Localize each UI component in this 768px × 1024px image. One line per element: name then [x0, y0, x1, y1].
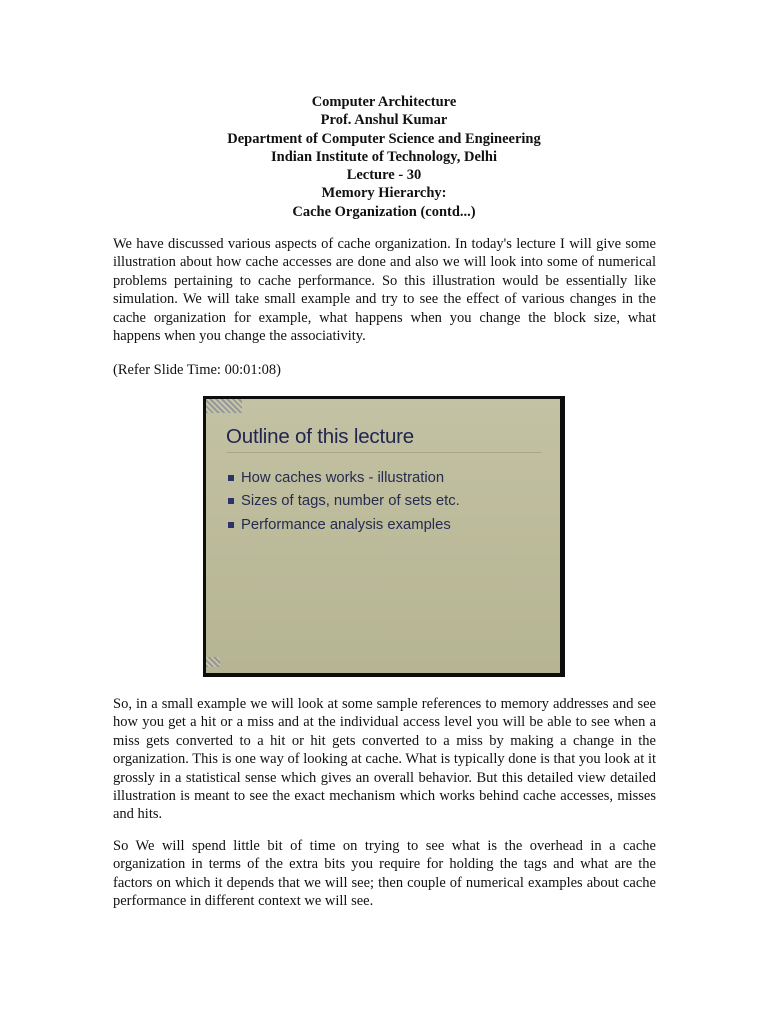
slide-corner-decoration-bottom [206, 657, 220, 667]
lecture-number: Lecture - 30 [346, 167, 422, 184]
slide-title: Outline of this lecture [226, 425, 414, 448]
professor-name: Prof. Anshul Kumar [320, 112, 448, 129]
square-bullet-icon [228, 498, 234, 504]
slide-bullet-text: Performance analysis examples [241, 516, 451, 533]
overhead-paragraph: So We will spend little bit of time on trying to see what is the overhead in a cache organization in terms of the extra bits you require for holding the tags and what are the factors on which it depends that we will see; then couple of numerical examples about cache performance in different context we will see. [113, 838, 656, 910]
lecture-slide-image [203, 396, 565, 677]
square-bullet-icon [228, 475, 234, 481]
slide-corner-decoration [206, 399, 242, 413]
institute-name: Indian Institute of Technology, Delhi [270, 148, 498, 165]
topic-title: Memory Hierarchy: [321, 185, 447, 202]
slide-divider [226, 452, 542, 453]
slide-bullet-list [228, 466, 460, 537]
topic-subtitle: Cache Organization (contd...) [292, 203, 476, 220]
course-title: Computer Architecture [311, 94, 457, 110]
intro-paragraph: We have discussed various aspects of cache organization. In today's lecture I will give some illustration about how cache accesses are done and also we will look into some of numerical problems pertaining to cache performance. So this illustration would be essentially like simulation. We will take small example and try to see the effect of various changes in the cache organization for example, what happens when you change the block size, what happens when you change the associativity. [113, 236, 656, 345]
slide-bullet [228, 513, 460, 537]
slide-background [206, 399, 560, 673]
department-name: Department of Computer Science and Engineering [227, 130, 541, 147]
slide-bullet-text: Sizes of tags, number of sets etc. [241, 493, 460, 510]
slide-bullet [228, 466, 460, 490]
slide-bullet [228, 490, 460, 514]
square-bullet-icon [228, 522, 234, 528]
slide-time-reference: (Refer Slide Time: 00:01:08) [113, 362, 281, 378]
slide-bullet-text: How caches works - illustration [241, 469, 445, 486]
document-header [100, 93, 668, 221]
example-paragraph: So, in a small example we will look at some sample references to memory addresses and see how you get a hit or a miss and at the individual access level you will be able to see when a miss gets converted to a hit or hit gets converted to a miss by making a change in the organization. This is one way of looking at cache. What is typically done is that you look at it grossly in a statistical sense which gives an overall behavior. But this detailed view detailed illustration is meant to see the exact mechanism which works behind cache accesses, misses and hits. [113, 696, 656, 823]
